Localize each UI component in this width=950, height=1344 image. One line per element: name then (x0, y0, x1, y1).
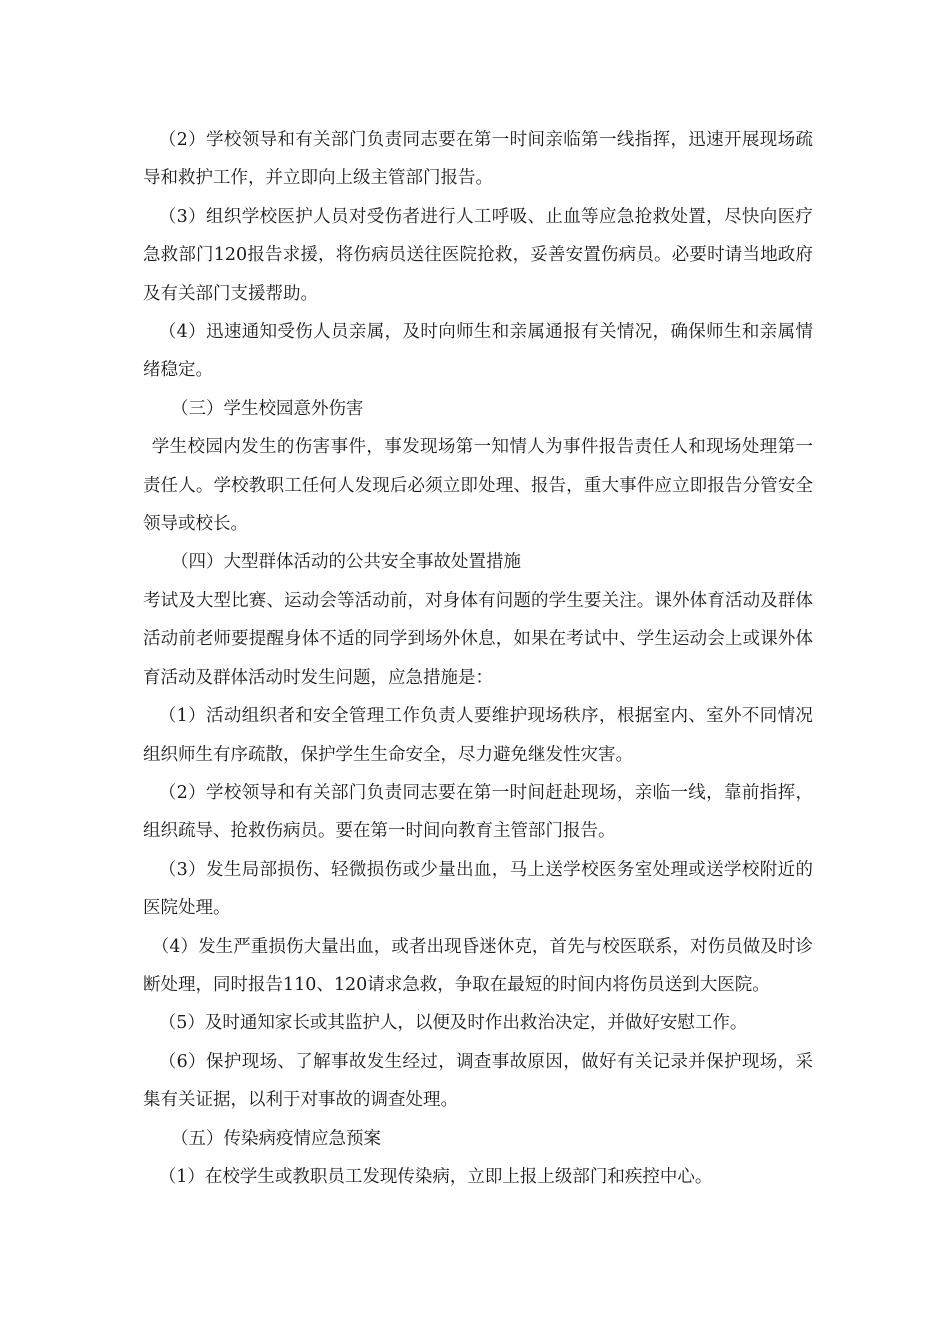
document-page (143, 121, 813, 1196)
paragraph-protect-scene: （6）保护现场、了解事故发生经过，调查事故原因，做好有关记录并保护现场，采集有关证据，以利于对事故的调查处理。 (143, 1051, 813, 1111)
paragraph-activity-order: （1）活动组织者和安全管理工作负责人要维护现场秩序，根据室内、室外不同情况组织师生有序疏散，保护学生生命安全，尽力避免继发性灾害。 (143, 706, 813, 765)
paragraph-minor-injury: （3）发生局部损伤、轻微损伤或少量出血，马上送学校医务室处理或送学校附近的医院处理。 (143, 859, 813, 919)
paragraph-severe-injury: （4）发生严重损伤大量出血，或者出现昏迷休克，首先与校医联系，对伤员做及时诊断处理，同时报告110、120请求急救，争取在最短的时间内将伤员送到大医院。 (143, 936, 813, 995)
paragraph-leaders-command: （2）学校领导和有关部门负责同志要在第一时间亲临第一线指挥，迅速开展现场疏导和救护工作，并立即向上级主管部门报告。 (143, 130, 813, 189)
paragraph-group-activity-intro: 考试及大型比赛、运动会等活动前，对身体有问题的学生要关注。课外体育活动及群体活动前老师要提醒身体不适的同学到场外休息，如果在考试中、学生运动会上或课外体育活动及群体活动时发生问题，应急措施是： (143, 590, 813, 688)
paragraph-activity-leaders: （2）学校领导和有关部门负责同志要在第一时间赶赴现场，亲临一线，靠前指挥，组织疏导、抢救伤病员。要在第一时间向教育主管部门报告。 (143, 782, 813, 842)
paragraph-notify-parents: （5）及时通知家长或其监护人，以便及时作出救治决定，并做好安慰工作。 (158, 1013, 748, 1034)
section-heading-epidemic: （五）传染病疫情应急预案 (171, 1128, 381, 1149)
paragraph-notify-relatives: （4）迅速通知受伤人员亲属，及时向师生和亲属通报有关情况，确保师生和亲属情绪稳定。 (143, 322, 813, 381)
paragraph-epidemic-report: （1）在校学生或教职员工发现传染病，立即上报上级部门和疾控中心。 (158, 1166, 713, 1187)
section-heading-campus-injury: （三）学生校园意外伤害 (171, 398, 364, 419)
paragraph-campus-injury: 学生校园内发生的伤害事件，事发现场第一知情人为事件报告责任人和现场处理第一责任人。学校教职工任何人发现后必须立即处理、报告，重大事件应立即报告分管安全领导或校长。 (143, 437, 813, 535)
paragraph-medical-rescue: （3）组织学校医护人员对受伤者进行人工呼吸、止血等应急抢救处置，尽快向医疗急救部门120报告求援，将伤病员送往医院抢救，妥善安置伤病员。必要时请当地政府及有关部门支援帮助。 (143, 206, 813, 304)
section-heading-group-activity: （四）大型群体活动的公共安全事故处置措施 (171, 552, 521, 573)
